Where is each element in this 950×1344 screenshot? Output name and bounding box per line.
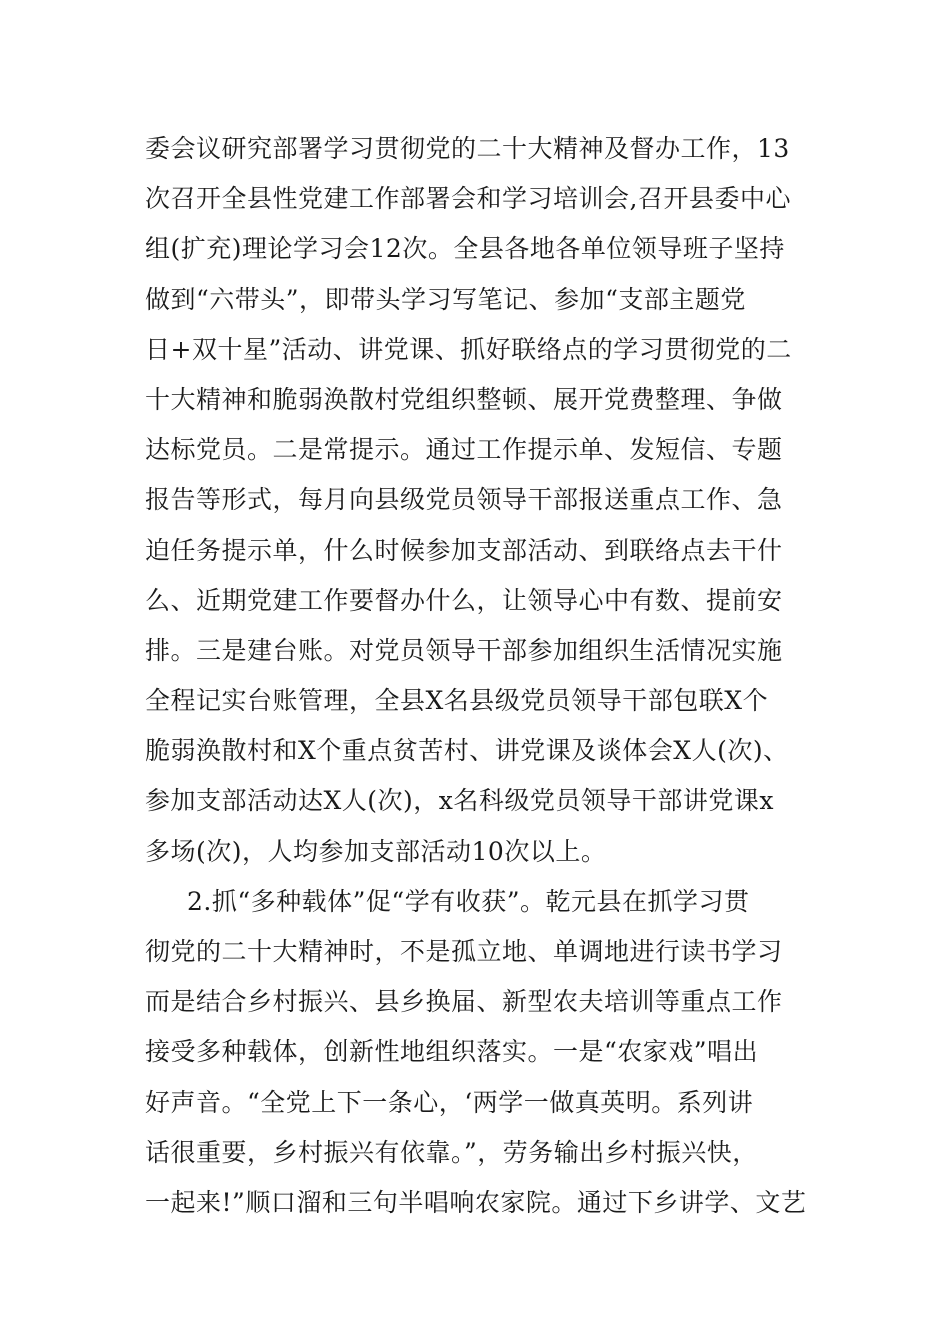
text-line: 而是结合乡村振兴、县乡换届、新型农夫培训等重点工作	[145, 987, 783, 1017]
text-line: 排。三是建台账。对党员领导干部参加组织生活情况实施	[145, 635, 783, 665]
text-line: 彻党的二十大精神时，不是孤立地、单调地进行读书学习	[145, 937, 783, 966]
body-text	[145, 124, 825, 1228]
text-line: 次召开全县性党建工作部署会和学习培训会,召开县委中心	[145, 184, 791, 214]
text-line: 参加支部活动达X人(次)，x名科级党员领导干部讲党课x	[145, 786, 775, 816]
text-line: 多场(次)，人均参加支部活动10次以上。	[145, 836, 607, 866]
text-line: 迫任务提示单，什么时候参加支部活动、到联络点去干什	[145, 535, 783, 565]
text-line: 组(扩充)理论学习会12次。全县各地各单位领导班子坚持	[145, 234, 785, 264]
text-line: 脆弱涣散村和X个重点贫苦村、讲党课及谈体会X人(次)、	[145, 736, 789, 766]
text-line: 日+双十星”活动、讲党课、抓好联络点的学习贯彻党的二	[145, 334, 792, 364]
text-line: 做到“六带头”，即带头学习写笔记、参加“支部主题党	[145, 284, 746, 314]
text-line: 委会议研究部署学习贯彻党的二十大精神及督办工作，13	[145, 134, 790, 163]
text-line: 十大精神和脆弱涣散村党组织整顿、展开党费整理、争做	[145, 384, 783, 414]
text-line: 一起来!”顺口溜和三句半唱响农家院。通过下乡讲学、文艺	[145, 1187, 807, 1217]
text-line: 达标党员。二是常提示。通过工作提示单、发短信、专题	[145, 435, 783, 465]
text-line: 么、近期党建工作要督办什么，让领导心中有数、提前安	[145, 585, 783, 615]
text-line: 话很重要，乡村振兴有依靠。”，劳务输出乡村振兴快，	[145, 1137, 758, 1167]
paragraph-start-line: 2.抓“多种载体”促“学有收获”。乾元县在抓学习贯	[187, 886, 750, 916]
text-line: 报告等形式，每月向县级党员领导干部报送重点工作、急	[145, 485, 783, 515]
text-line: 好声音。“全党上下一条心，‘两学一做真英明。系列讲	[145, 1087, 754, 1117]
text-line: 全程记实台账管理，全县X名县级党员领导干部包联X个	[145, 686, 769, 716]
text-line: 接受多种载体，创新性地组织落实。一是“农家戏”唱出	[145, 1037, 759, 1067]
